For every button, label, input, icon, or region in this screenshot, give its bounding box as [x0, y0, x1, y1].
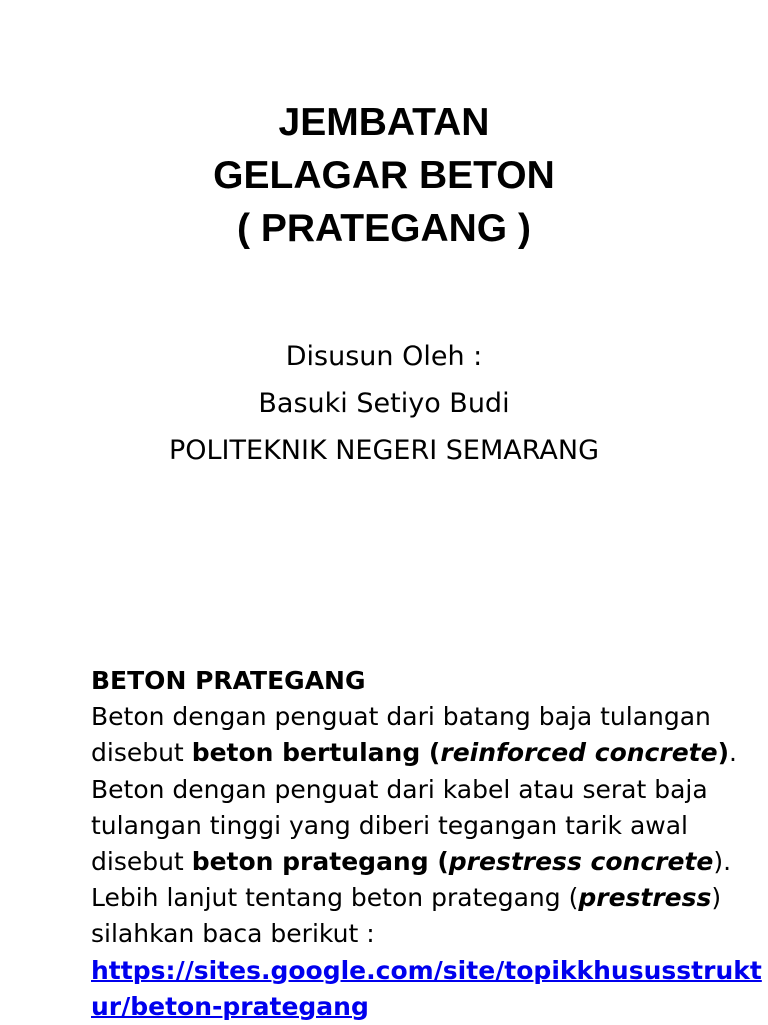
paragraph-line: Beton dengan penguat dari kabel atau serat baja — [91, 774, 708, 804]
title-line-1: JEMBATAN — [278, 101, 490, 144]
paragraph-line — [91, 735, 751, 771]
reference-link[interactable]: ur/beton-prategang — [91, 991, 369, 1021]
text-run: disebut — [91, 847, 192, 877]
text-run: disebut — [91, 738, 192, 768]
author-label: Disusun Oleh : — [285, 341, 483, 372]
author-institution: POLITEKNIK NEGERI SEMARANG — [168, 435, 599, 466]
paragraph-line — [91, 880, 751, 916]
italic-term: prestress concrete — [448, 847, 714, 877]
paragraph-line: silahkan baca berikut : — [91, 919, 375, 949]
italic-term: prestress — [578, 883, 712, 913]
title-line-2: GELAGAR BETON — [213, 154, 555, 197]
title-line-3: ( PRATEGANG ) — [237, 207, 531, 250]
author-name: Basuki Setiyo Budi — [258, 388, 510, 419]
paragraph-line — [91, 844, 751, 880]
section-body — [91, 663, 762, 1025]
text-run: ) — [711, 883, 722, 913]
italic-term: reinforced concrete — [440, 738, 718, 768]
author-block — [0, 333, 768, 474]
text-run: Lebih lanjut tentang beton prategang ( — [91, 883, 579, 913]
bold-term: beton prategang ( — [191, 847, 449, 877]
link-line — [91, 953, 762, 989]
bold-term: beton bertulang ( — [191, 738, 441, 768]
section-heading: BETON PRATEGANG — [91, 666, 366, 695]
document-title — [0, 96, 768, 255]
text-run: . — [729, 738, 737, 768]
paragraph-line: Beton dengan penguat dari batang baja tulangan — [91, 702, 711, 732]
reference-link[interactable]: https://sites.google.com/site/topikkhususstrukt — [91, 955, 762, 985]
paragraph-line: tulangan tinggi yang diberi tegangan tarik awal — [91, 810, 688, 840]
bold-paren: ) — [717, 738, 730, 768]
text-run: ). — [713, 847, 732, 877]
link-line — [91, 989, 751, 1025]
